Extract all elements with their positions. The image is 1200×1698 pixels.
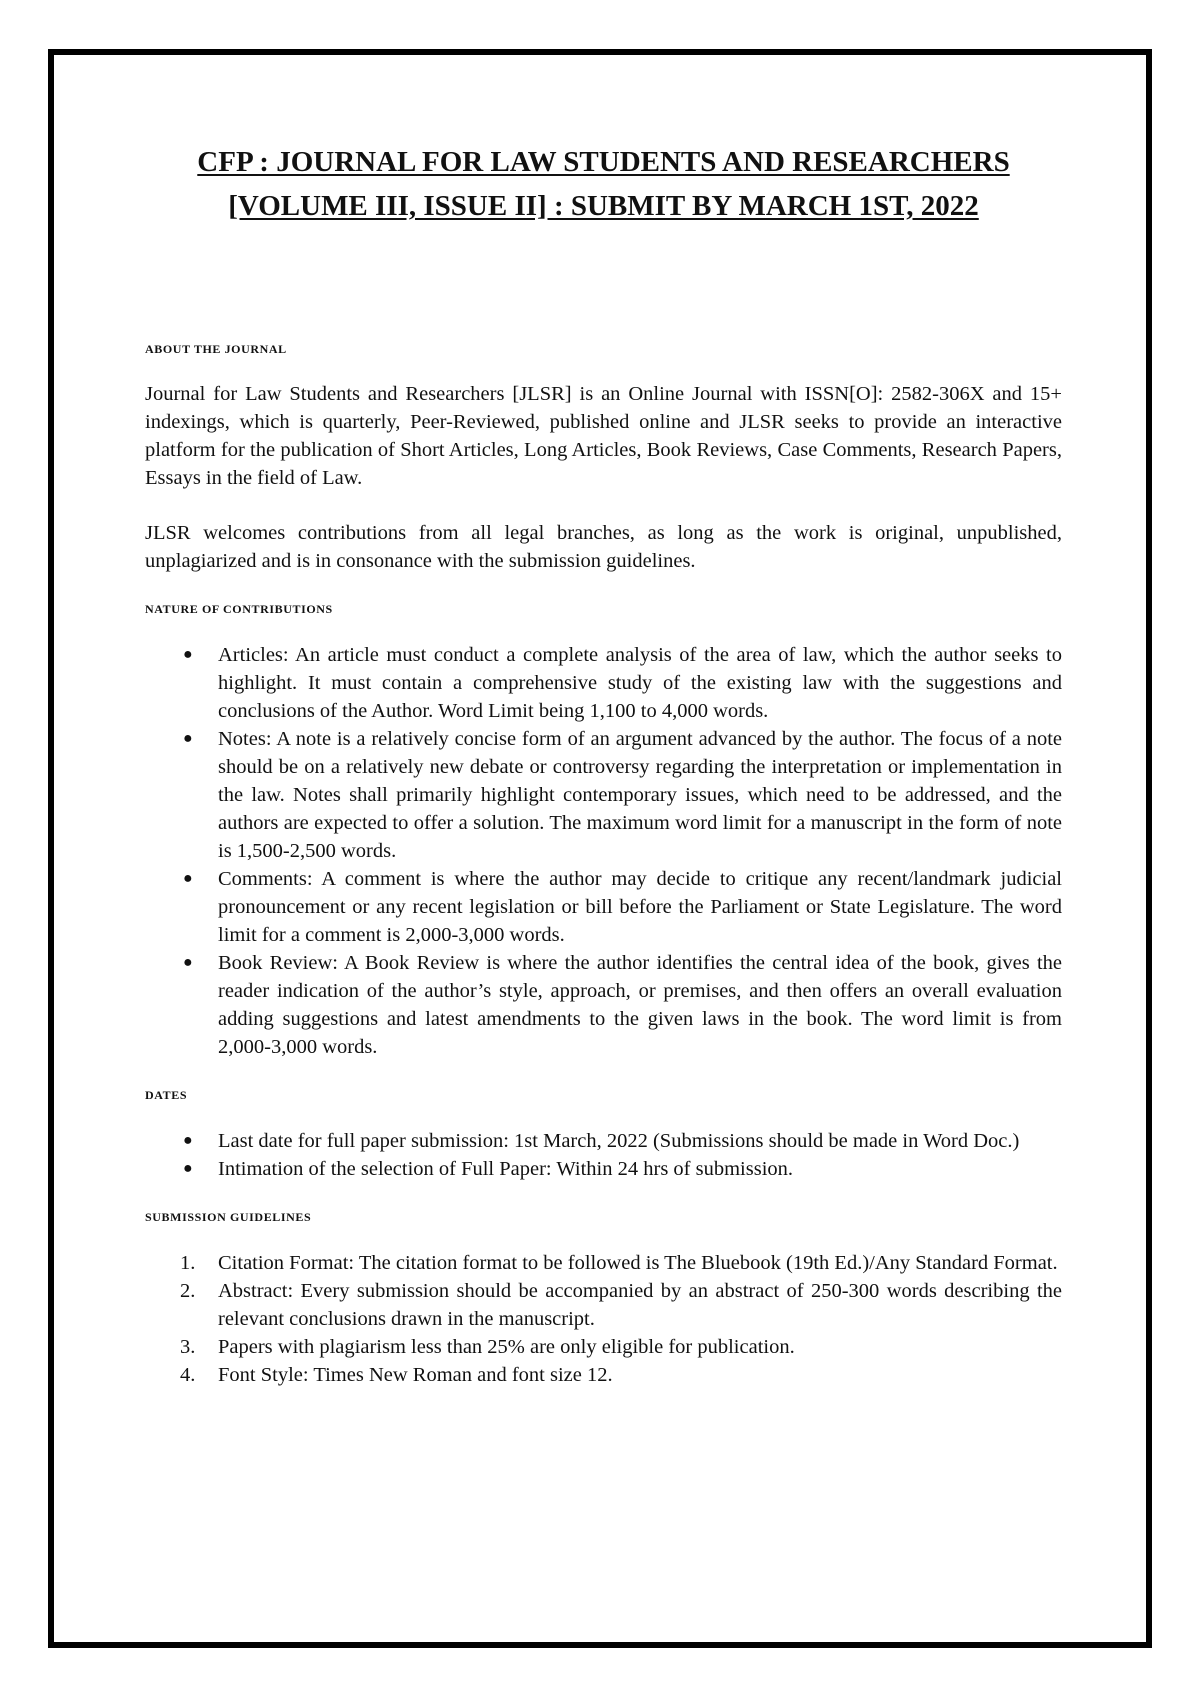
bullet-icon: ●: [183, 646, 193, 663]
about-heading: ABOUT THE JOURNAL: [145, 342, 287, 356]
list-item: 1. Citation Format: The citation format to be followed is The Bluebook (19th Ed.)/Any Standard Format.: [145, 1249, 1062, 1277]
list-item: ● Articles: An article must conduct a complete analysis of the area of law, which the author seeks to highlight. It must contain a comprehensive study of the existing law with the suggestions and conclusions of the Author. Word Limit being 1,100 to 4,000 words.: [145, 641, 1062, 725]
bullet-icon: ●: [183, 1132, 193, 1149]
list-number: 2.: [180, 1280, 196, 1302]
about-paragraph-1: Journal for Law Students and Researchers [JLSR] is an Online Journal with ISSN[O]: 2582-306X and 15+ indexings, which is quarterly, Peer-Reviewed, published online and JLSR seeks to provide an interactive platform for the publication of Short Articles, Long Articles, Book Reviews, Case Comments, Research Papers, Essays in the field of Law.: [145, 383, 1062, 489]
nature-heading: NATURE OF CONTRIBUTIONS: [145, 602, 333, 616]
list-item: ● Intimation of the selection of Full Paper: Within 24 hrs of submission.: [145, 1155, 1062, 1183]
list-item: 2. Abstract: Every submission should be accompanied by an abstract of 250-300 words describing the relevant conclusions drawn in the manuscript.: [145, 1277, 1062, 1333]
list-number: 1.: [180, 1252, 196, 1274]
list-number: 4.: [180, 1364, 196, 1386]
list-number: 3.: [180, 1336, 196, 1358]
guidelines-heading: SUBMISSION GUIDELINES: [145, 1210, 312, 1224]
dates-list: [145, 1127, 1062, 1183]
list-item: 3. Papers with plagiarism less than 25% are only eligible for publication.: [145, 1333, 1062, 1361]
about-paragraph-2: JLSR welcomes contributions from all legal branches, as long as the work is original, unpublished, unplagiarized and is in consonance with the submission guidelines.: [145, 522, 1062, 572]
nature-list: [145, 641, 1062, 1061]
bullet-icon: ●: [183, 1160, 193, 1177]
list-item: ● Comments: A comment is where the author may decide to critique any recent/landmark judicial pronouncement or any recent legislation or bill before the Parliament or State Legislature. The word limit for a comment is 2,000-3,000 words.: [145, 865, 1062, 949]
dates-heading: DATES: [145, 1088, 188, 1102]
list-item: ● Last date for full paper submission: 1st March, 2022 (Submissions should be made in Word Doc.): [145, 1127, 1062, 1155]
bullet-icon: ●: [183, 730, 193, 747]
title-line-1: CFP : JOURNAL FOR LAW STUDENTS AND RESEARCHERS: [197, 146, 1010, 178]
document-content: [145, 140, 1062, 1389]
title-line-2: [VOLUME III, ISSUE II] : SUBMIT BY MARCH 1ST, 2022: [228, 190, 979, 222]
list-item: ● Notes: A note is a relatively concise form of an argument advanced by the author. The focus of a note should be on a relatively new debate or controversy regarding the interpretation or implementation in the law. Notes shall primarily highlight contemporary issues, which need to be addressed, and the authors are expected to offer a solution. The maximum word limit for a manuscript in the form of note is 1,500-2,500 words.: [145, 725, 1062, 865]
document-title: [145, 140, 1062, 228]
bullet-icon: ●: [183, 954, 193, 971]
list-item: ● Book Review: A Book Review is where the author identifies the central idea of the book, gives the reader indication of the author’s style, approach, or premises, and then offers an overall evaluation adding suggestions and latest amendments to the given laws in the book. The word limit is from 2,000-3,000 words.: [145, 949, 1062, 1061]
list-item: 4. Font Style: Times New Roman and font size 12.: [145, 1361, 1062, 1389]
bullet-icon: ●: [183, 870, 193, 887]
guidelines-list: [145, 1249, 1062, 1389]
